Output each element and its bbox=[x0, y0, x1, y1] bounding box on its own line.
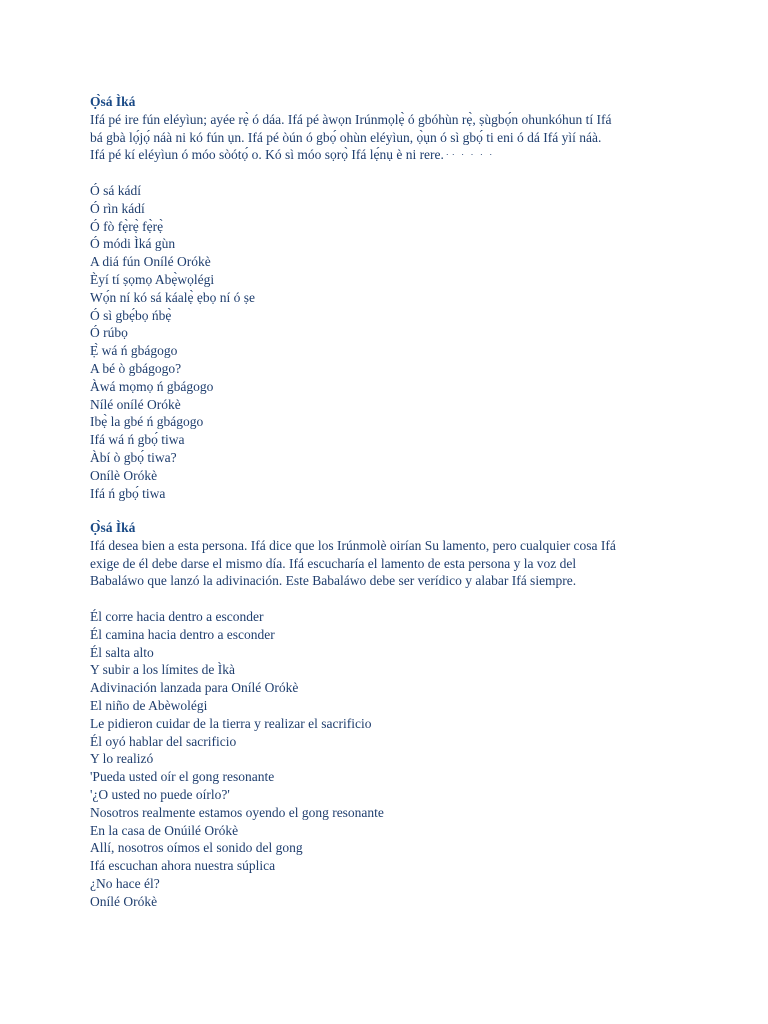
verse-line: 'Pueda usted oír el gong resonante bbox=[90, 769, 275, 785]
verse-line: ¿No hace él? bbox=[90, 875, 160, 891]
paragraph-line: Ifá pé ire fún eléyìun; ayée rẹ̀ ó dáa. Ifá pé àwọn Irúnmọlẹ̀ ó gbóhùn rẹ̀, ṣùgbọ́n ohunkóhun tí Ifá bbox=[90, 111, 612, 127]
verse-line: Él camina hacia dentro a esconder bbox=[90, 626, 275, 642]
verse-line: Ó rúbọ bbox=[90, 325, 128, 341]
paragraph-line: bá gbà lọ́jọ́ náà ni kó fún ụn. Ifá pé òún ó gbọ́ ohùn eléyìun, ọ̀ụn ó sì gbọ́ ti eni ó dá Ifá yìí náà. bbox=[90, 129, 602, 145]
verse-line: El niño de Abèwolégi bbox=[90, 697, 208, 713]
intro-paragraph bbox=[90, 537, 690, 590]
stray-marks: ּ ּ ּ ּ ּ ּ bbox=[447, 147, 501, 163]
verse-line: Ibẹ̀ la gbé ń gbágogo bbox=[90, 414, 204, 430]
verse-line: Él oyó hablar del sacrificio bbox=[90, 733, 237, 749]
verse-line: Ẹ̀ wá ń gbágogo bbox=[90, 343, 178, 359]
spacer bbox=[90, 590, 690, 608]
verse-line: A diá fún Onílé Orókè bbox=[90, 254, 211, 270]
section-title: Ọ̀sá Ìká bbox=[90, 520, 136, 535]
verse-line: Ifá wá ń gbọ́ tiwa bbox=[90, 432, 185, 448]
verse-block bbox=[90, 608, 690, 911]
verse-line: Wọ́n ní kó sá káalẹ̀ ẹbọ ní ó ṣe bbox=[90, 289, 255, 305]
verse-line: Ó módi Ìká gùn bbox=[90, 236, 176, 252]
verse-line: Él corre hacia dentro a esconder bbox=[90, 608, 264, 624]
intro-paragraph bbox=[90, 111, 690, 164]
verse-line: Y lo realizó bbox=[90, 751, 154, 767]
section-title: Ọ̀sá Ìká bbox=[90, 94, 136, 109]
paragraph-line: exige de él debe darse el mismo día. Ifá escucharía el lamento de esta persona y la voz del bbox=[90, 555, 577, 571]
verse-line: Le pidieron cuidar de la tierra y realizar el sacrificio bbox=[90, 715, 372, 731]
paragraph-line-text: Ifá pé kí eléyìun ó móo sòótọ́ o. Kó sì móo sọrọ̀ Ifá lẹ́nụ è ni rere. bbox=[90, 147, 444, 163]
verse-line: Él salta alto bbox=[90, 644, 154, 660]
paragraph-line bbox=[90, 146, 690, 164]
verse-line: Nílé onílé Orókè bbox=[90, 396, 181, 412]
verse-line: Àwá mọmọ ń gbágogo bbox=[90, 378, 214, 394]
yoruba-section bbox=[90, 93, 690, 502]
verse-line: Ó rìn kádí bbox=[90, 200, 145, 216]
verse-line: Onílè Orókè bbox=[90, 467, 158, 483]
verse-line: Adivinación lanzada para Onílé Orókè bbox=[90, 680, 299, 696]
verse-line: En la casa de Onúilé Orókè bbox=[90, 822, 239, 838]
verse-line: Y subir a los límites de Ìkà bbox=[90, 662, 235, 678]
verse-line: '¿O usted no puede oírlo?' bbox=[90, 786, 230, 802]
verse-block bbox=[90, 182, 690, 502]
verse-line: Àbí ò gbọ́ tiwa? bbox=[90, 449, 177, 465]
spacer bbox=[90, 164, 690, 182]
verse-line: Ó sá kádí bbox=[90, 182, 141, 198]
spanish-section bbox=[90, 519, 690, 911]
verse-line: Ifá escuchan ahora nuestra súplica bbox=[90, 858, 276, 874]
verse-line: Ó fò fẹ̀rẹ̀ fẹ̀rẹ̀ bbox=[90, 218, 164, 234]
verse-line: Ó sì gbẹ́bọ ńbẹ̀ bbox=[90, 307, 172, 323]
verse-line: Nosotros realmente estamos oyendo el gong resonante bbox=[90, 804, 384, 820]
paragraph-line: Babaláwo que lanzó la adivinación. Este Babaláwo debe ser verídico y alabar Ifá siempre. bbox=[90, 573, 577, 589]
verse-line: Onílé Orókè bbox=[90, 893, 158, 909]
verse-line: Allí, nosotros oímos el sonido del gong bbox=[90, 840, 303, 856]
verse-line: A bé ò gbágogo? bbox=[90, 360, 182, 376]
verse-line: Èyí tí ṣọmọ Abẹ̀wọlégi bbox=[90, 271, 215, 287]
paragraph-line: Ifá desea bien a esta persona. Ifá dice que los Irúnmolè oirían Su lamento, pero cualquier cosa Ifá bbox=[90, 537, 616, 553]
verse-line: Ifá ń gbọ́ tiwa bbox=[90, 485, 166, 501]
